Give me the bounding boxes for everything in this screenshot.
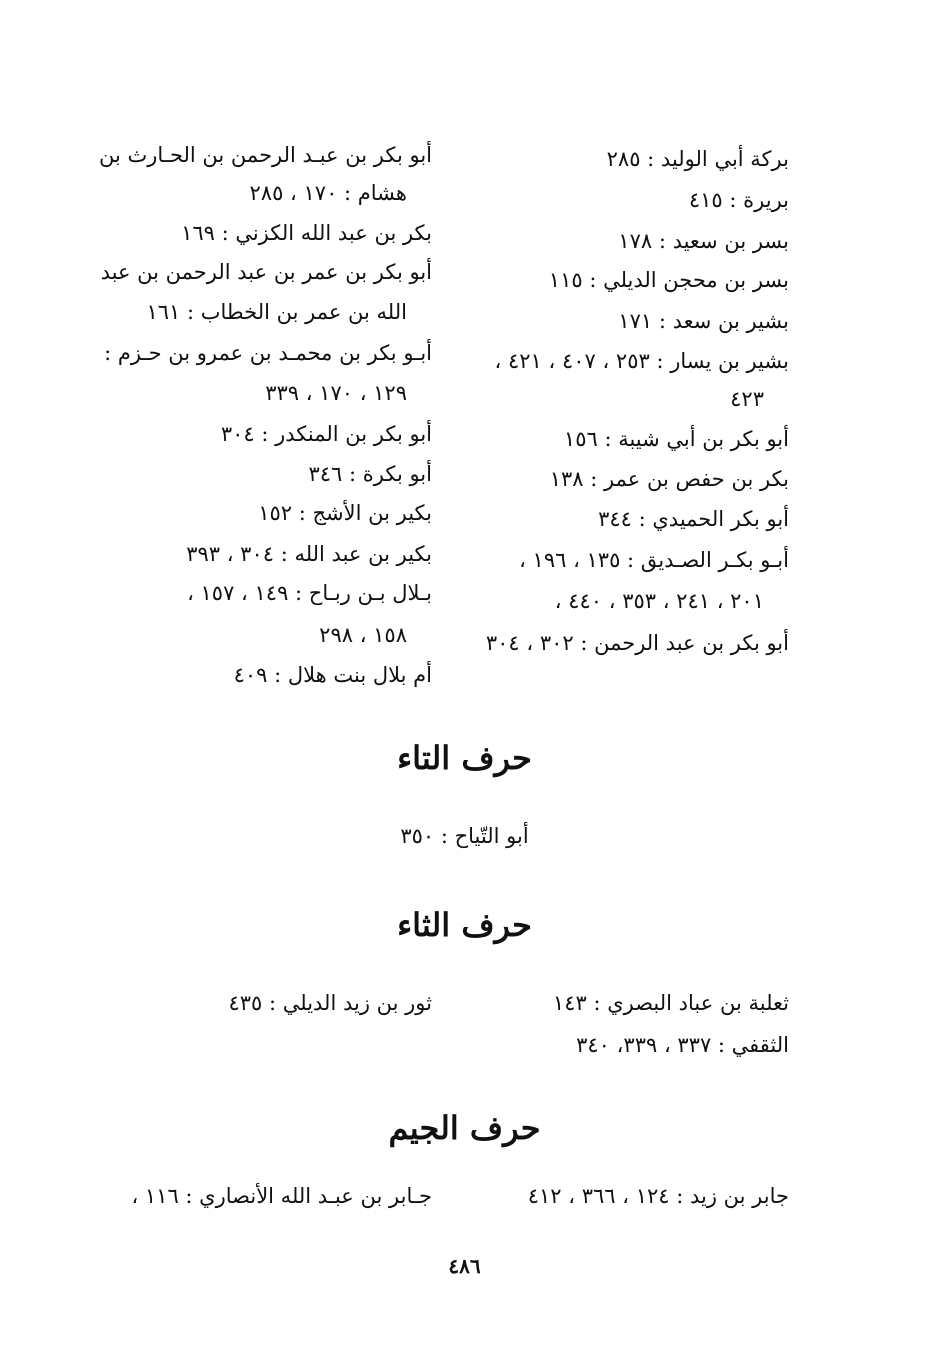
section-heading-jim: حرف الجيم (388, 1109, 541, 1147)
index-entry: ثعلبة بن عباد البصري : ١٤٣ (552, 991, 789, 1015)
index-entry: ثور بن زيد الديلي : ٤٣٥ (228, 991, 432, 1015)
index-entry-continuation: هشام : ١٧٠ ، ٢٨٥ (249, 181, 407, 205)
index-entry-continuation: ٢٠١ ، ٢٤١ ، ٣٥٣ ، ٤٤٠ ، (554, 589, 764, 613)
index-entry: أبو بكر بن عمر بن عبد الرحمن بن عبد (100, 260, 432, 284)
index-entry: جـابر بن عبـد الله الأنصاري : ١١٦ ، (131, 1184, 432, 1208)
index-entry: أم بلال بنت هلال : ٤٠٩ (233, 663, 432, 687)
index-entry: أبو بكر بن أبي شيبة : ١٥٦ (563, 427, 789, 451)
index-entry: بكر بن حفص بن عمر : ١٣٨ (549, 467, 789, 491)
page-number: ٤٨٦ (448, 1254, 481, 1278)
index-entry: بـلال بـن ربـاح : ١٤٩ ، ١٥٧ ، (187, 581, 432, 605)
index-entry: بكير بن الأشج : ١٥٢ (258, 501, 432, 525)
section-heading-tha: حرف الثاء (397, 906, 532, 944)
index-entry: أبو بكر بن عبد الرحمن : ٣٠٢ ، ٣٠٤ (485, 631, 789, 655)
index-entry: أبو بكر الحميدي : ٣٤٤ (598, 507, 789, 531)
index-entry-continuation: ١٢٩ ، ١٧٠ ، ٣٣٩ (265, 381, 407, 405)
index-entry: بسر بن سعيد : ١٧٨ (618, 229, 789, 253)
index-entry: جابر بن زيد : ١٢٤ ، ٣٦٦ ، ٤١٢ (527, 1184, 789, 1208)
index-entry: بريرة : ٤١٥ (688, 188, 789, 212)
index-entry: أبو بكر بن عبـد الرحمن بن الحـارث بن (99, 143, 432, 167)
index-entry-continuation: ٤٢٣ (730, 387, 764, 411)
index-entry: أبـو بكر بن محمـد بن عمرو بن حـزم : (104, 341, 432, 365)
index-entry: بشير بن يسار : ٢٥٣ ، ٤٠٧ ، ٤٢١ ، (494, 349, 789, 373)
index-entry: أبو بكر بن المنكدر : ٣٠٤ (220, 422, 432, 446)
index-entry-continuation: الله بن عمر بن الخطاب : ١٦١ (146, 300, 407, 324)
index-entry: بكير بن عبد الله : ٣٠٤ ، ٣٩٣ (186, 542, 432, 566)
index-entry-continuation: ١٥٨ ، ٢٩٨ (319, 623, 407, 647)
index-entry: أبـو بكـر الصـديق : ١٣٥ ، ١٩٦ ، (519, 548, 789, 572)
index-entry: الثقفي : ٣٣٧ ، ٣٣٩، ٣٤٠ (576, 1033, 789, 1057)
index-entry: بسر بن محجن الديلي : ١١٥ (548, 268, 789, 292)
index-entry: بركة أبي الوليد : ٢٨٥ (606, 147, 789, 171)
section-heading-ta: حرف التاء (397, 739, 532, 777)
index-entry: بشير بن سعد : ١٧١ (618, 309, 789, 333)
index-entry: بكر بن عبد الله الكزني : ١٦٩ (181, 221, 432, 245)
index-entry: أبو التّياح : ٣٥٠ (400, 824, 529, 848)
index-entry: أبو بكرة : ٣٤٦ (308, 462, 432, 486)
